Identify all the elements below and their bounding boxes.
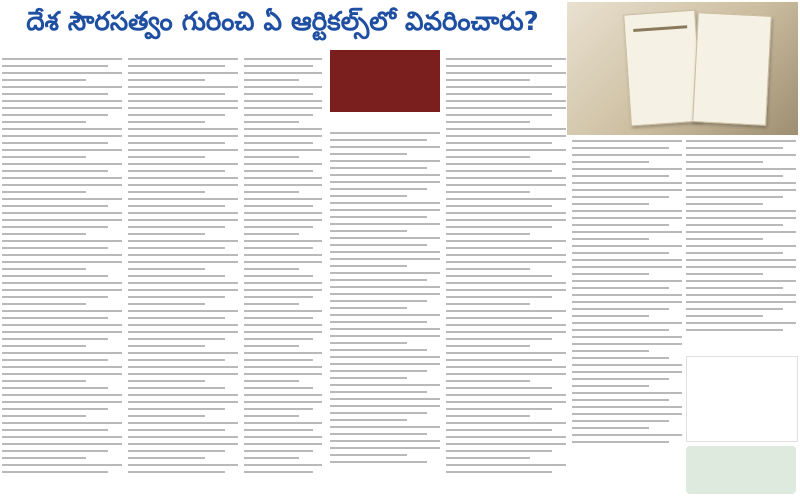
text-column-5 (446, 58, 566, 494)
photo-page-left (623, 10, 703, 127)
article-photo (567, 2, 798, 135)
category-badge (330, 50, 440, 112)
answer-key (686, 356, 798, 442)
text-column-4 (330, 132, 440, 494)
text-column-1 (2, 58, 122, 494)
photo-page-right (692, 12, 772, 126)
text-column-2 (128, 58, 238, 494)
text-column-7 (686, 140, 796, 350)
text-column-6 (572, 140, 682, 494)
author-box (686, 446, 796, 494)
answer-grid (687, 361, 797, 365)
text-column-3 (244, 58, 322, 494)
headline: దేశ సౌరసత్వం గురించి ఏ ఆర్టికల్స్‌లో వివరించారు? (26, 7, 539, 37)
